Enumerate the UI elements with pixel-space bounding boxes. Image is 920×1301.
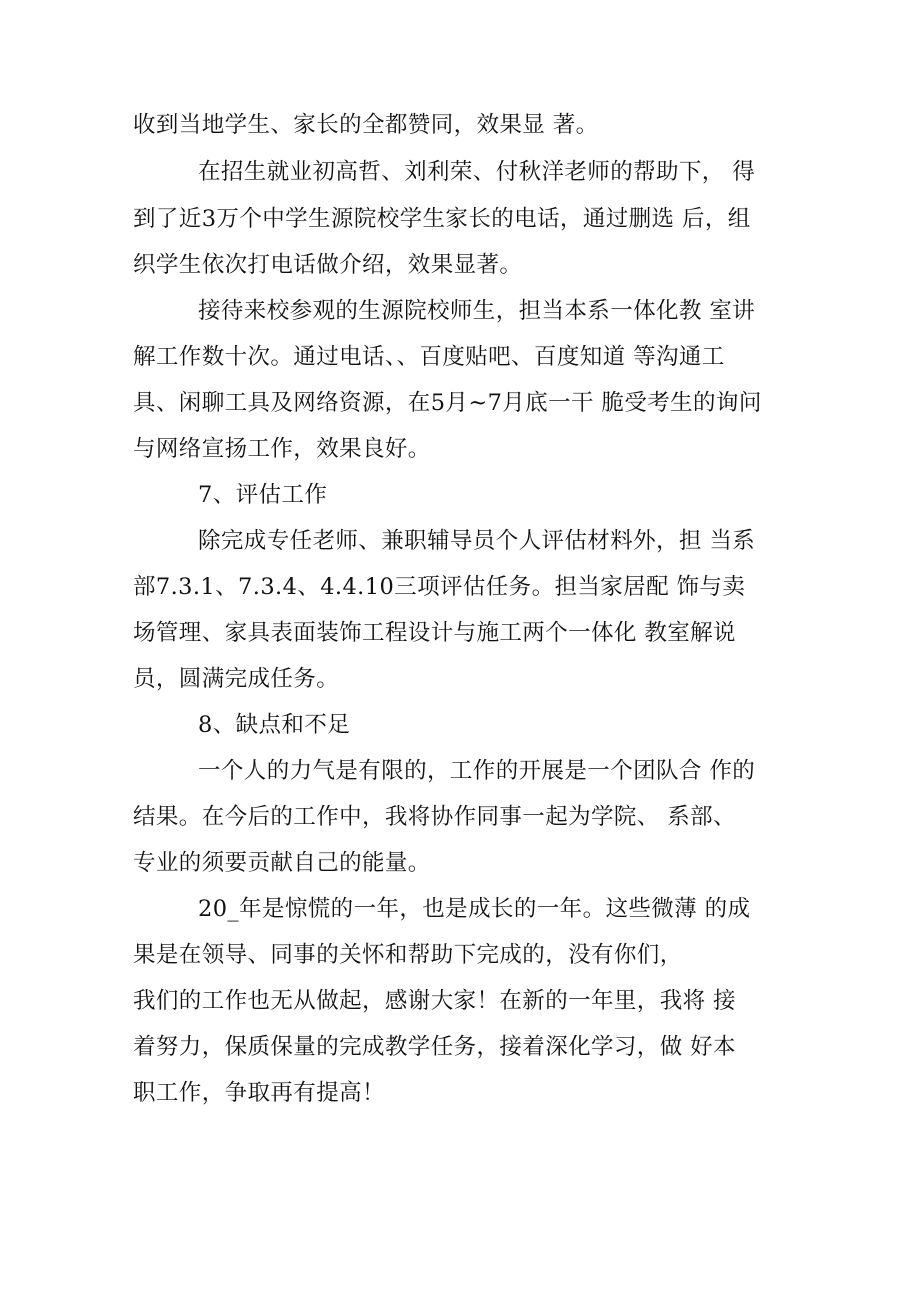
text-line: 职工作，争取再有提高！: [133, 1080, 385, 1106]
text-line: 果是在领导、同事的关怀和帮助下完成的，没有你们，: [133, 942, 683, 968]
section-heading: 7、评估工作: [198, 482, 328, 508]
text-line: 专业的须要贡献自己的能量。: [133, 850, 431, 876]
text-line: 员，圆满完成任务。: [133, 666, 340, 692]
text-line: 除完成专任老师、兼职辅导员个人评估材料外，担 当系: [198, 528, 756, 554]
text-line: 一个人的力气是有限的，工作的开展是一个团队合 作的: [198, 758, 756, 784]
text-line: 场管理、家具表面装饰工程设计与施工两个一体化 教室解说: [133, 620, 736, 646]
text-line: 着努力，保质保量的完成教学任务，接着深化学习，做 好本: [133, 1034, 736, 1060]
text-line: 接待来校参观的生源院校师生，担当本系一体化教 室讲: [198, 298, 756, 324]
text-line: 收到当地学生、家长的全都赞同，效果显 著。: [133, 112, 599, 138]
text-line: 在招生就业初高哲、刘利荣、付秋洋老师的帮助下， 得: [198, 159, 756, 185]
text-line: 到了近3万个中学生源院校学生家长的电话，通过删选 后，组: [133, 206, 751, 232]
text-line: 20_年是惊慌的一年，也是成长的一年。这些微薄 的成: [198, 896, 751, 922]
text-line: 我们的工作也无从做起，感谢大家！在新的一年里，我将 接: [133, 988, 736, 1014]
text-line: 部7.3.1、7.3.4、4.4.10三项评估任务。担当家居配 饰与卖: [133, 574, 746, 600]
text-line: 织学生依次打电话做介绍，效果显著。: [133, 252, 523, 278]
text-line: 结果。在今后的工作中，我将协作同事一起为学院、 系部、: [133, 804, 736, 830]
text-line: 与网络宣扬工作，效果良好。: [133, 436, 431, 462]
text-line: 解工作数十次。通过电话、、百度贴吧、百度知道 等沟通工: [133, 344, 725, 370]
text-line: 具、闲聊工具及网络资源，在5月~7月底一干 脆受考生的询问: [133, 390, 762, 416]
section-heading: 8、缺点和不足: [198, 712, 351, 738]
